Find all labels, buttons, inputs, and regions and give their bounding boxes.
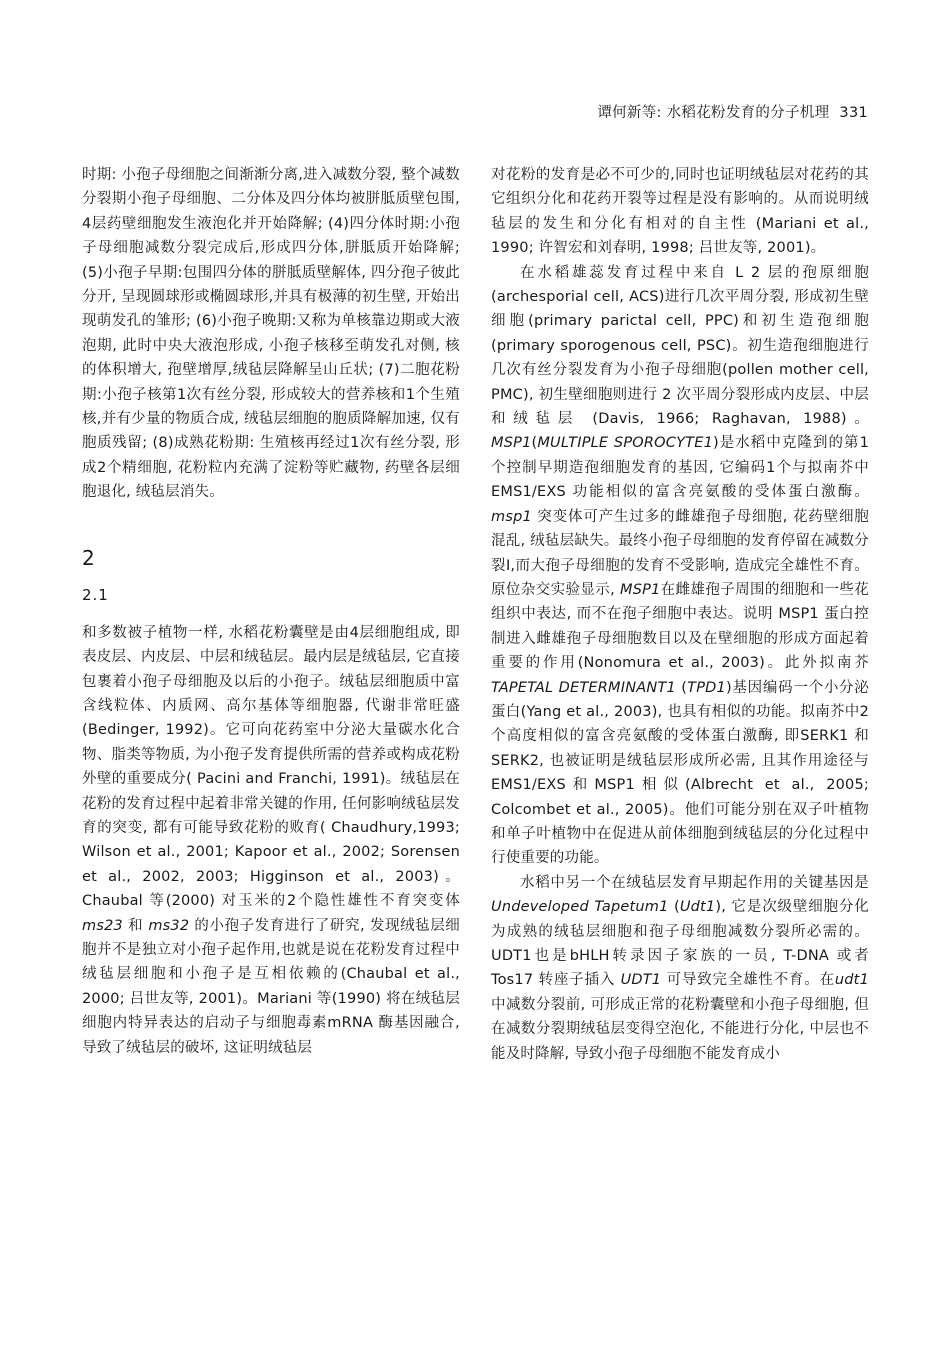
paragraph-msp1 [491,261,869,871]
text-run: ), 它是次级壁细胞分化为成熟的绒毡层细胞和孢子母细胞减数分裂所必需的。UDT1也是bHLH转录因子家族的一员, T-DNA 或者 Tos17 转座子插入 [491,899,870,989]
gene-name-udt1: UDT1 [620,972,662,989]
text-run: 中减数分裂前, 可形成正常的花粉囊壁和小孢子母细胞, 但在减数分裂期绒毡层变得空泡化, 不能进行分化, 中层也不能及时降解, 导致小孢子母细胞不能发育成小 [491,996,869,1062]
text-run: 的小孢子发育进行了研究, 发现绒毡层细胞并不是独立对小孢子起作用,也就是说在花粉发育过程中绒毡层细胞和小孢子是互相依赖的(Chaubal et al., 2000; 吕世友等, 2001)。Mariani 等(1990) 将在绒毡层细胞内特异表达的启动子与细胞毒素mRNA 酶基因融合,导致了绒毡层的破坏, 这证明绒毡层 [82,917,460,1056]
gene-name-ms32: ms32 [148,917,190,934]
gene-name-ms23: ms23 [82,917,123,934]
paragraph-tapetum-continued: 对花粉的发育是必不可少的,同时也证明绒毡层对花药的其它组织分化和花药开裂等过程是没有影响的。从而说明绒毡层的发生和分化有相对的自主性 (Mariani et al., 1990; 许智宏和刘春明, 1998; 吕世友等, 2001)。 [491,167,869,257]
section-heading: 2 [82,545,95,570]
text-run: ( [531,435,538,452]
gene-name-multiple-sporocyte1: MULTIPLE SPOROCYTE1 [537,435,714,452]
text-run: 可导致完全雄性不育。在 [661,972,835,989]
gene-name-msp1-mutant: msp1 [491,508,532,525]
gene-name-udt1-mutant: udt1 [834,972,869,989]
running-title: 谭何新等: 水稻花粉发育的分子机理 [597,105,830,121]
paragraph-tapetum [82,621,460,1060]
paragraph-udt1 [491,871,869,1066]
gene-name-msp1: MSP1 [491,435,532,452]
right-column [491,163,869,1066]
gene-name-tapetal-determinant1: TAPETAL DETERMINANT1 [491,679,676,696]
text-run: )是水稻中克隆到的第1个控制早期造孢细胞发育的基因, 它编码1个与拟南芥中 EMS1/EXS 功能相似的富含亮氨酸的受体蛋白激酶。 [491,435,869,501]
text-run: 和 [122,917,149,934]
gene-name-tpd1: TPD1 [687,679,726,696]
gene-name-undeveloped-tapetum1: Undeveloped Tapetum1 [491,899,669,916]
text-run: ( [668,899,680,916]
text-run: 在水稻雄蕊发育过程中来自 L 2 层的孢原细胞(archesporial cell, ACS)进行几次平周分裂, 形成初生壁细胞(primary parictal cell, PPC)和初生造孢细胞(primary sporogenous cell, PSC)。初生造孢细胞进行几次有丝分裂发育为小孢子母细胞(pollen mother cell, PMC), 初生壁细胞则进行 2 次平周分裂形成内皮层、中层和绒毡层 (Davis, 1966; Raghavan, 1988)。 [491,264,869,428]
paragraph-stages: 时期: 小孢子母细胞之间渐渐分离,进入减数分裂, 整个减数分裂期小孢子母细胞、二分体及四分体均被胼胝质壁包围, 4层药壁细胞发生液泡化并开始降解; (4)四分体时期:小孢子母细胞减数分裂完成后,形成四分体,胼胝质开始降解; (5)小孢子早期:包围四分体的胼胝质壁解体, 四分孢子彼此分开, 呈现圆球形或椭圆球形,并具有极薄的初生壁, 开始出现萌发孔的雏形; (6)小孢子晚期:又称为单核靠边期或大液泡期, 此时中央大液泡形成, 小孢子核移至萌发孔对侧, 核的体积增大, 孢壁增厚,绒毡层降解呈山丘状; (7)二胞花粉期:小孢子核第1次有丝分裂, 形成较大的营养核和1个生殖核,并有少量的物质合成, 绒毡层细胞的胞质降解加速, 仅有胞质残留; (8)成熟花粉期: 生殖核再经过1次有丝分裂, 形成2个精细胞, 花粉粒内充满了淀粉等贮藏物, 药壁各层细胞退化, 绒毡层消失。 [82,167,460,501]
text-run: 突变体可产生过多的雌雄孢子母细胞, 花药壁细胞混乱, 绒毡层缺失。最终小孢子母细胞的发育停留在减数分裂I,而大孢子母细胞的发育不受影响, 造成完全雄性不育。原位杂交实验显示, [491,508,869,598]
gene-name-msp1: MSP1 [619,581,661,598]
text-run: )基因编码一个小分泌蛋白(Yang et al., 2003), 也具有相似的功能。拟南芥中2个高度相似的富含亮氨酸的受体蛋白激酶, 即SERK1 和SERK2, 也被证明是绒毡层形成所必需, 且其作用途径与EMS1/EXS和MSP1相似(Albrecht et al., 2005; Colcombet et al., 2005)。他们可能分别在双子叶植物和单子叶植物中在促进从前体细胞到绒毡层的分化过程中行使重要的功能。 [491,679,870,867]
text-run: 和多数被子植物一样, 水稻花粉囊壁是由4层细胞组成, 即表皮层、内皮层、中层和绒毡层。最内层是绒毡层, 它直接包裹着小孢子母细胞及以后的小孢子。绒毡层细胞质中富含线粒体、内质网、高尔基体等细胞器, 代谢非常旺盛(Bedinger, 1992)。它可向花药室中分泌大量碳水化合物、脂类等物质, 为小孢子发育提供所需的营养或构成花粉外壁的重要成分( Pacini and Franchi, 1991)。绒毡层在花粉的发育过程中起着非常关键的作用, 任何影响绒毡层发育的突变, 都有可能导致花粉的败育( Chaudhury,1993; Wilson et al., 2001; Kapoor et al., 2002; Sorensen et al., 2002, 2003; Higginson et al., 2003)。Chaubal 等(2000) 对玉米的2个隐性雄性不育突变体 [82,624,460,910]
gene-name-udt1: Udt1 [679,899,716,916]
page-number: 331 [839,105,868,121]
text-run: 在雌雄孢子周围的细胞和一些花组织中表达, 而不在孢子细胞中表达。说明 MSP1 蛋白控制进入雌雄孢子母细胞数目以及在壁细胞的形成方面起着重要的作用(Nonomura et al., 2003)。此外拟南芥 [491,581,869,672]
text-run: 水稻中另一个在绒毡层发育早期起作用的关键基因是 [520,874,869,891]
subsection-heading: 2.1 [82,585,109,604]
left-column [82,163,460,1060]
text-run: ( [675,679,688,696]
running-head [597,101,868,122]
